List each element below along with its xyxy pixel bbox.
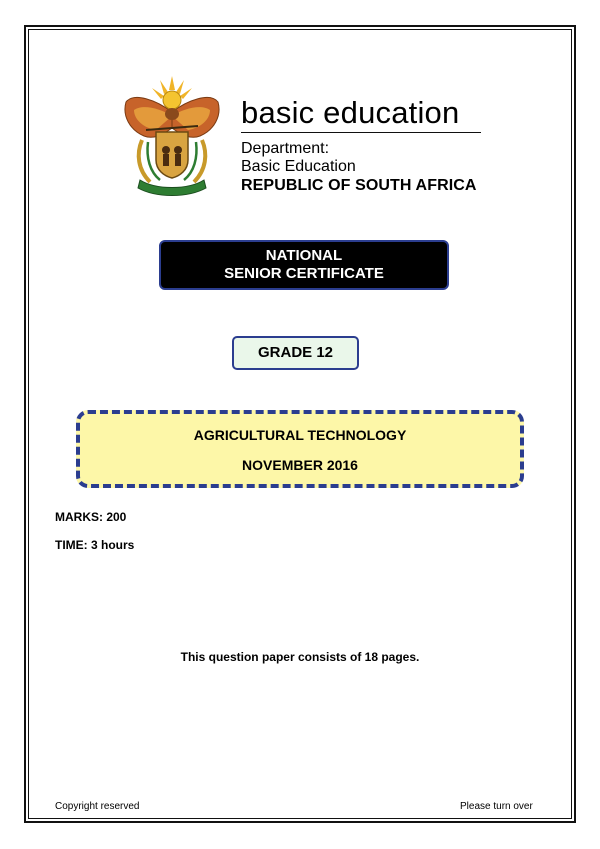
department-branding <box>241 96 483 196</box>
coat-of-arms-icon <box>120 72 224 198</box>
certificate-line1: NATIONAL <box>265 247 343 264</box>
subject-name: AGRICULTURAL TECHNOLOGY <box>193 427 407 443</box>
department-name: Basic Education <box>241 158 356 175</box>
department-label: Department: <box>241 140 330 157</box>
exam-session: NOVEMBER 2016 <box>242 457 358 473</box>
certificate-line2: SENIOR CERTIFICATE <box>224 265 384 282</box>
brand-title: basic education <box>241 96 481 133</box>
subject-box <box>76 410 524 488</box>
marks-label: MARKS: 200 <box>55 510 127 524</box>
footer-turn-over: Please turn over <box>460 801 533 812</box>
country-name: REPUBLIC OF SOUTH AFRICA <box>241 177 477 194</box>
footer-copyright: Copyright reserved <box>55 801 140 812</box>
grade-badge: GRADE 12 <box>232 336 359 370</box>
page-count-note: This question paper consists of 18 pages. <box>180 650 420 664</box>
time-label: TIME: 3 hours <box>55 538 135 552</box>
certificate-banner <box>159 240 449 290</box>
